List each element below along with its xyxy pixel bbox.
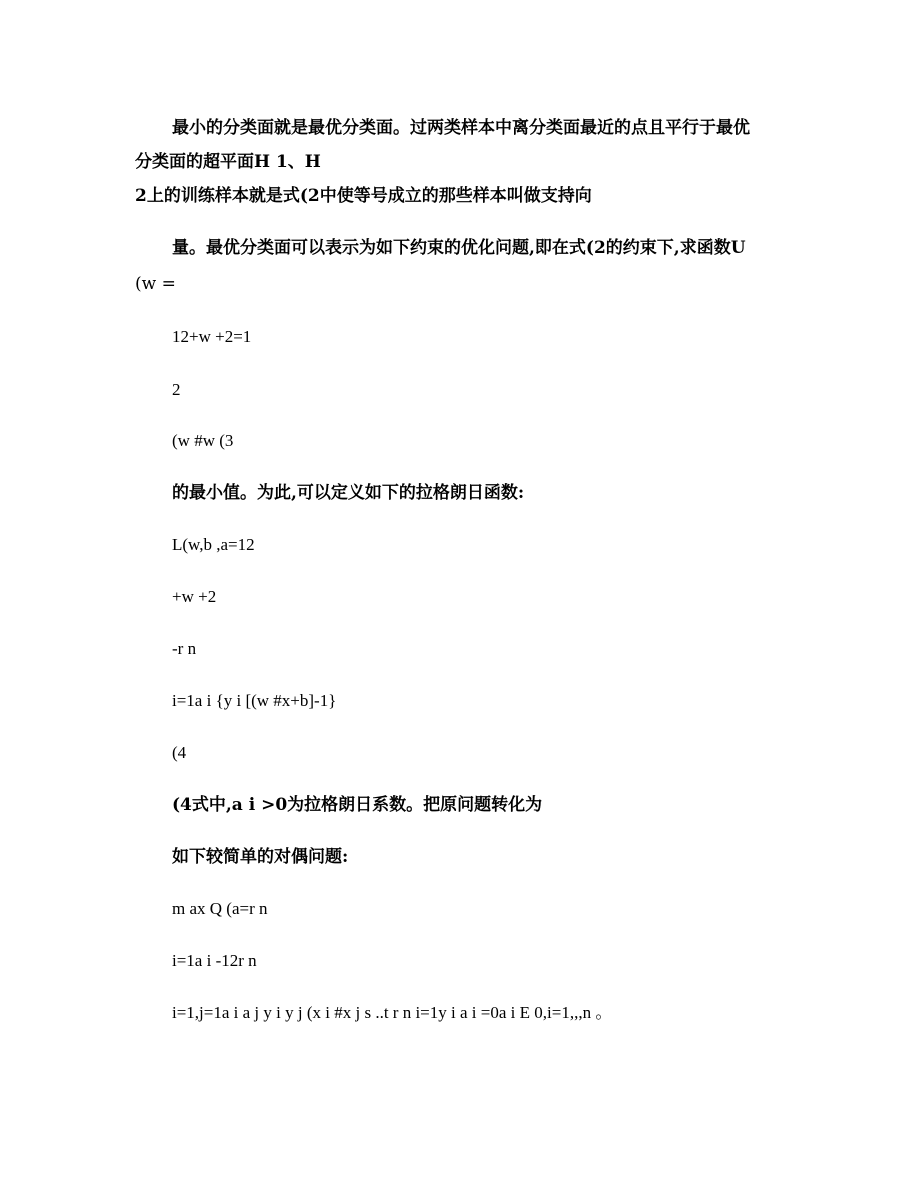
paragraph-line: 最小的分类面就是最优分类面。过两类样本中离分类面最近的点且平行于最优 <box>172 118 750 138</box>
formula-line: -r n <box>172 639 197 658</box>
paragraph-line: 分类面的超平面H 1、H <box>135 152 321 172</box>
paragraph-line: 的最小值。为此,可以定义如下的拉格朗日函数: <box>172 483 525 503</box>
formula-line: +w +2 <box>172 587 217 606</box>
formula-line: i=1,j=1a i a j y i y j (x i #x j s ..t r n i=1y i a i =0a i E 0,i=1,,,n 。 <box>172 1003 613 1022</box>
formula-line: 2 <box>172 380 181 399</box>
formula-line: 12+w +2=1 <box>172 327 252 346</box>
formula-line: (4 <box>172 743 187 762</box>
formula-line: i=1a i {y i [(w #x+b]-1} <box>172 691 337 710</box>
paragraph-line: 2上的训练样本就是式(2中使等号成立的那些样本叫做支持向 <box>135 186 592 206</box>
formula-line: i=1a i -12r n <box>172 951 257 970</box>
paragraph-line: (4式中,a i >0为拉格朗日系数。把原问题转化为 <box>172 795 543 815</box>
formula-line: L(w,b ,a=12 <box>172 535 255 554</box>
paragraph-line: 量。最优分类面可以表示为如下约束的优化问题,即在式(2的约束下,求函数U <box>172 238 746 258</box>
formula-line: (w #w (3 <box>172 431 234 450</box>
paragraph-line: 如下较简单的对偶问题: <box>172 847 349 867</box>
paragraph-line: (w = <box>135 274 176 294</box>
formula-line: m ax Q (a=r n <box>172 899 268 918</box>
